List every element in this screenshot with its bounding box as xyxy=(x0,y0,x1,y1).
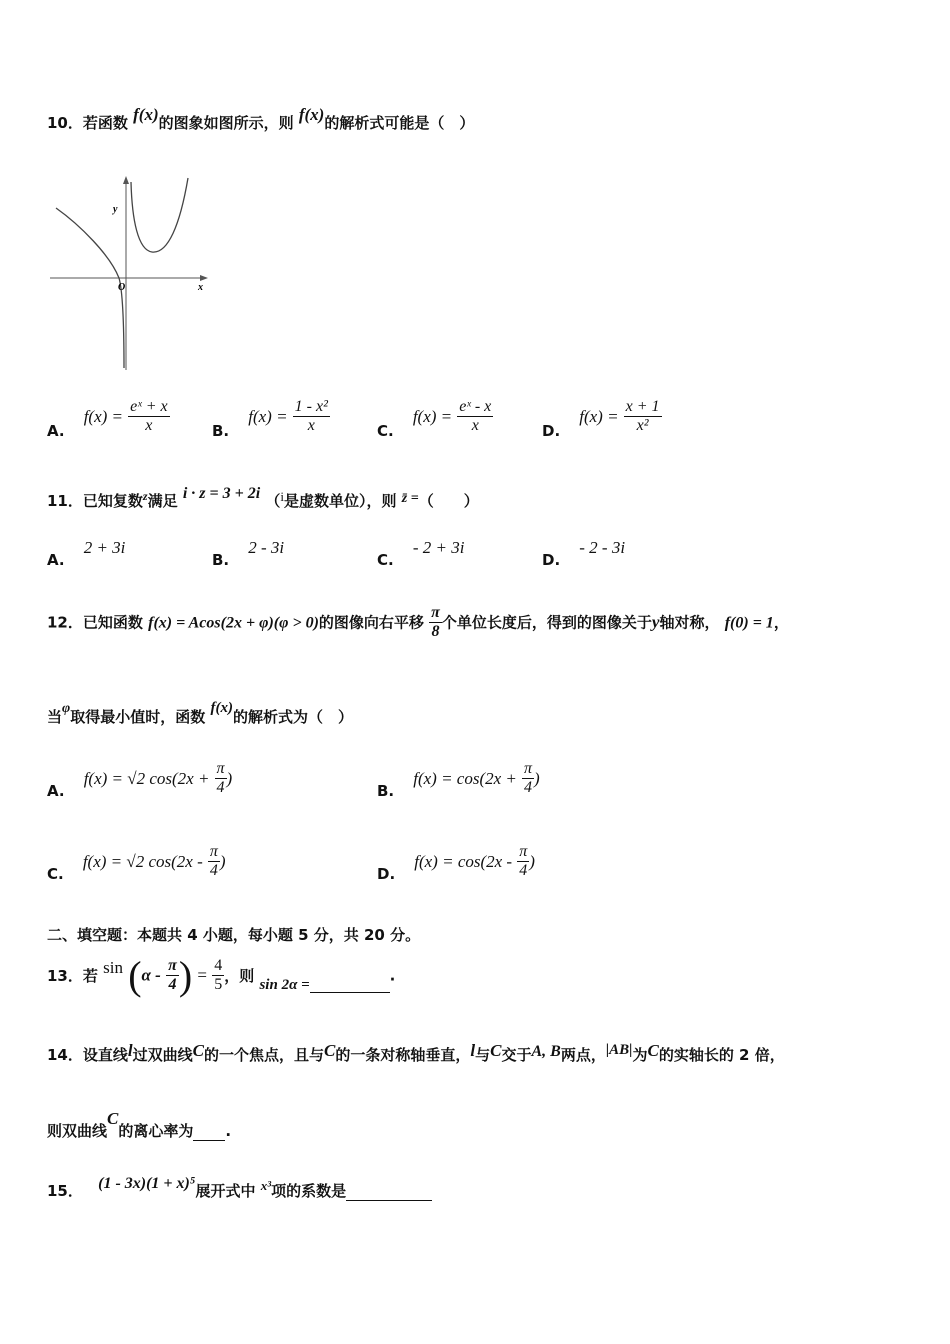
q11-zbar: z̄ = xyxy=(401,491,419,506)
q15-text-b: 项的系数是 xyxy=(271,1182,347,1200)
q14-abs-ab: |AB| xyxy=(605,1042,633,1058)
q12-condition: f(0) = 1 xyxy=(724,614,774,632)
q14-end: . xyxy=(225,1122,232,1140)
frac-den: 4 xyxy=(519,862,528,880)
q10-option-a[interactable] xyxy=(47,398,170,440)
frac-den: 8 xyxy=(431,623,440,641)
frac-den: x² xyxy=(636,417,649,435)
option-value: 2 + 3i xyxy=(83,538,126,557)
option-label: A. xyxy=(47,551,65,569)
option-label: C. xyxy=(377,551,394,569)
q10-text-b: 的图象如图所示，则 xyxy=(158,114,294,132)
q14-curve-c: C xyxy=(192,1041,204,1060)
frac-num: eˣ - x xyxy=(457,398,493,417)
frac-num: π xyxy=(522,760,534,779)
q14-points-ab: A, B xyxy=(531,1043,561,1060)
frac-num: 4 xyxy=(212,957,224,976)
q11-text-a: 已知复数 xyxy=(82,492,143,510)
option-value: - 2 + 3i xyxy=(412,538,465,557)
option-value: 2 - 3i xyxy=(248,538,285,557)
q15-text-a: 展开式中 xyxy=(195,1182,256,1200)
q12-phi: φ xyxy=(62,701,71,716)
q10-fx: f(x) xyxy=(133,105,159,124)
q12-line2-a: 当 xyxy=(47,708,63,726)
q13-stem xyxy=(47,952,395,999)
q13-text-a: 若 xyxy=(82,967,98,985)
q13-inner-fraction xyxy=(166,957,179,995)
option-post: ) xyxy=(219,851,226,871)
q14-text-h: 为 xyxy=(632,1046,648,1064)
q14-curve-c-3: C xyxy=(490,1041,502,1060)
option-fraction xyxy=(522,760,534,798)
frac-den: 4 xyxy=(209,862,218,880)
q12-option-b[interactable] xyxy=(377,760,540,798)
q15-number: 15． xyxy=(47,1182,83,1200)
q11-option-a[interactable] xyxy=(47,538,126,569)
q14-text-g: 两点， xyxy=(560,1046,606,1064)
q14-text-d: 的一条对称轴垂直， xyxy=(335,1046,471,1064)
option-label: A. xyxy=(47,781,65,800)
q12-option-d[interactable] xyxy=(377,843,535,881)
q11-option-d[interactable] xyxy=(542,538,626,569)
q14-text-i: 的实轴长的 2 倍， xyxy=(658,1046,785,1064)
q12-fx: f(x) xyxy=(210,700,233,716)
q13-alpha: α - xyxy=(141,965,161,985)
q12-option-a[interactable] xyxy=(47,760,232,798)
q11-text-d: （ ） xyxy=(418,492,479,510)
option-pre: f(x) = √2 cos(2x - xyxy=(82,851,203,871)
q12-line2-c: 的解析式为（ ） xyxy=(232,708,353,726)
option-label: B. xyxy=(212,551,230,569)
q13-right-paren: ) xyxy=(178,953,193,998)
q15-x-cubed: x³ xyxy=(260,1178,272,1193)
q14-number: 14． xyxy=(47,1046,83,1064)
frac-den: x xyxy=(307,417,315,435)
frac-den: 4 xyxy=(523,779,532,797)
q12-text-b: 的图像向右平移 xyxy=(318,613,424,632)
q11-option-c[interactable] xyxy=(377,538,465,569)
option-pre: f(x) = cos(2x + xyxy=(413,768,517,788)
q10-fx2: f(x) xyxy=(298,105,325,124)
q14-stem-line1 xyxy=(47,1041,785,1065)
y-axis-arrow xyxy=(123,176,129,184)
q14-stem-line2 xyxy=(47,1109,232,1141)
curve-left-branch xyxy=(56,208,124,368)
q15-stem xyxy=(47,1175,432,1201)
q12-stem-line1 xyxy=(47,604,789,642)
frac-num: x + 1 xyxy=(624,398,662,417)
q11-number: 11． xyxy=(47,492,83,510)
frac-num: π xyxy=(166,957,179,976)
option-label: D. xyxy=(542,421,561,440)
option-label: C. xyxy=(47,864,64,883)
q12-axis-y: y xyxy=(651,612,660,632)
option-label: D. xyxy=(542,551,561,569)
q14-text-c: 的一个焦点，且与 xyxy=(203,1046,324,1064)
q13-target: sin 2α = xyxy=(259,977,310,993)
option-fraction xyxy=(624,398,662,436)
q10-option-c[interactable] xyxy=(377,398,493,440)
frac-num: π xyxy=(215,760,227,779)
option-lhs: f(x) = xyxy=(579,406,619,426)
q12-text-c: 个单位长度后，得到的图像关于 xyxy=(441,613,652,632)
q10-stem xyxy=(47,105,475,133)
option-value: - 2 - 3i xyxy=(579,538,626,557)
q12-line2-b: 取得最小值时，函数 xyxy=(70,708,206,726)
q13-text-b: ，则 xyxy=(224,967,255,985)
option-label: B. xyxy=(377,781,395,800)
q11-equation: i · z = 3 + 2i xyxy=(182,485,261,502)
frac-den: 5 xyxy=(214,976,223,993)
q11-var-z: z xyxy=(142,489,148,503)
option-fraction xyxy=(457,398,493,436)
q10-function-graph xyxy=(40,170,220,375)
frac-den: x xyxy=(471,417,479,435)
q13-end: . xyxy=(389,966,396,985)
option-post: ) xyxy=(529,851,535,871)
option-label: B. xyxy=(212,421,230,440)
option-label: C. xyxy=(377,421,394,440)
q15-answer-blank[interactable] xyxy=(346,1200,432,1201)
curve-right-branch xyxy=(131,178,188,252)
q10-text-c: 的解析式可能是（ ） xyxy=(324,114,475,132)
q14-text-f: 交于 xyxy=(501,1046,532,1064)
option-fraction xyxy=(293,398,330,436)
y-axis-label: y xyxy=(113,204,118,215)
option-label: A. xyxy=(47,421,65,440)
q14-text-b: 过双曲线 xyxy=(132,1046,193,1064)
q12-shift-fraction xyxy=(429,604,442,642)
option-lhs: f(x) = xyxy=(83,406,123,426)
q13-sin: sin xyxy=(103,957,123,977)
x-axis-arrow xyxy=(200,275,208,281)
frac-num: π xyxy=(429,604,442,623)
option-fraction xyxy=(517,843,529,881)
option-fraction xyxy=(215,760,227,798)
option-lhs: f(x) = xyxy=(412,406,453,426)
frac-num: eˣ + x xyxy=(128,398,170,417)
q11-option-b[interactable] xyxy=(212,538,285,569)
frac-den: 4 xyxy=(168,976,177,993)
section-heading: 二、填空题：本题共 4 小题，每小题 5 分，共 20 分。 xyxy=(47,926,421,944)
q12-text-a: 已知函数 xyxy=(82,613,143,632)
q14-line-l: l xyxy=(127,1041,133,1060)
x-axis-label: x xyxy=(198,282,203,293)
q12-comma: ， xyxy=(773,613,789,632)
option-pre: f(x) = cos(2x - xyxy=(414,851,513,871)
q11-stem xyxy=(47,485,479,511)
q10-option-b[interactable] xyxy=(212,398,330,440)
q10-option-d[interactable] xyxy=(542,398,662,440)
frac-num: π xyxy=(208,843,220,862)
q12-function: f(x) = Acos(2x + φ)(φ > 0) xyxy=(148,614,319,632)
q13-number: 13． xyxy=(47,967,83,985)
origin-label: O xyxy=(118,282,126,293)
q11-paren: （ xyxy=(265,492,281,510)
q10-number: 10． xyxy=(47,114,83,132)
frac-den: 4 xyxy=(216,779,225,797)
q11-i-symbol: i xyxy=(280,489,285,504)
frac-num: π xyxy=(517,843,529,862)
option-post: ) xyxy=(534,768,540,788)
option-lhs: f(x) = xyxy=(248,406,288,426)
q13-answer-blank[interactable] xyxy=(310,992,390,993)
frac-den: x xyxy=(145,417,153,435)
frac-num: 1 - x² xyxy=(293,398,330,417)
q14-answer-blank[interactable] xyxy=(193,1140,225,1141)
option-label: D. xyxy=(377,864,396,883)
q13-equals: = xyxy=(197,965,207,985)
option-fraction xyxy=(128,398,170,436)
q14-line-l-2: l xyxy=(470,1041,476,1060)
q12-number: 12． xyxy=(47,613,83,632)
q14-text-e: 与 xyxy=(475,1046,491,1064)
option-fraction xyxy=(208,843,220,881)
q14-curve-c-2: C xyxy=(324,1041,336,1060)
q11-text-b: 满足 xyxy=(147,492,178,510)
q14-line2-a: 则双曲线 xyxy=(47,1122,108,1140)
q13-rhs-fraction xyxy=(212,957,224,995)
q14-line2-b: 的离心率为 xyxy=(118,1122,194,1140)
q13-left-paren: ( xyxy=(128,953,142,998)
q10-text-a: 若函数 xyxy=(82,114,128,132)
q14-curve-c-4: C xyxy=(647,1041,659,1060)
option-post: ) xyxy=(226,768,233,788)
q14-curve-c-5: C xyxy=(107,1109,119,1128)
q14-text-a: 设直线 xyxy=(82,1046,128,1064)
q15-expression: (1 - 3x)(1 + x)⁵ xyxy=(98,1175,196,1192)
q12-option-c[interactable] xyxy=(47,843,226,881)
q12-stem-line2 xyxy=(47,700,353,727)
q12-text-d: 轴对称， xyxy=(659,613,720,632)
q11-text-c: 是虚数单位），则 xyxy=(284,492,397,510)
option-pre: f(x) = √2 cos(2x + xyxy=(83,768,210,788)
